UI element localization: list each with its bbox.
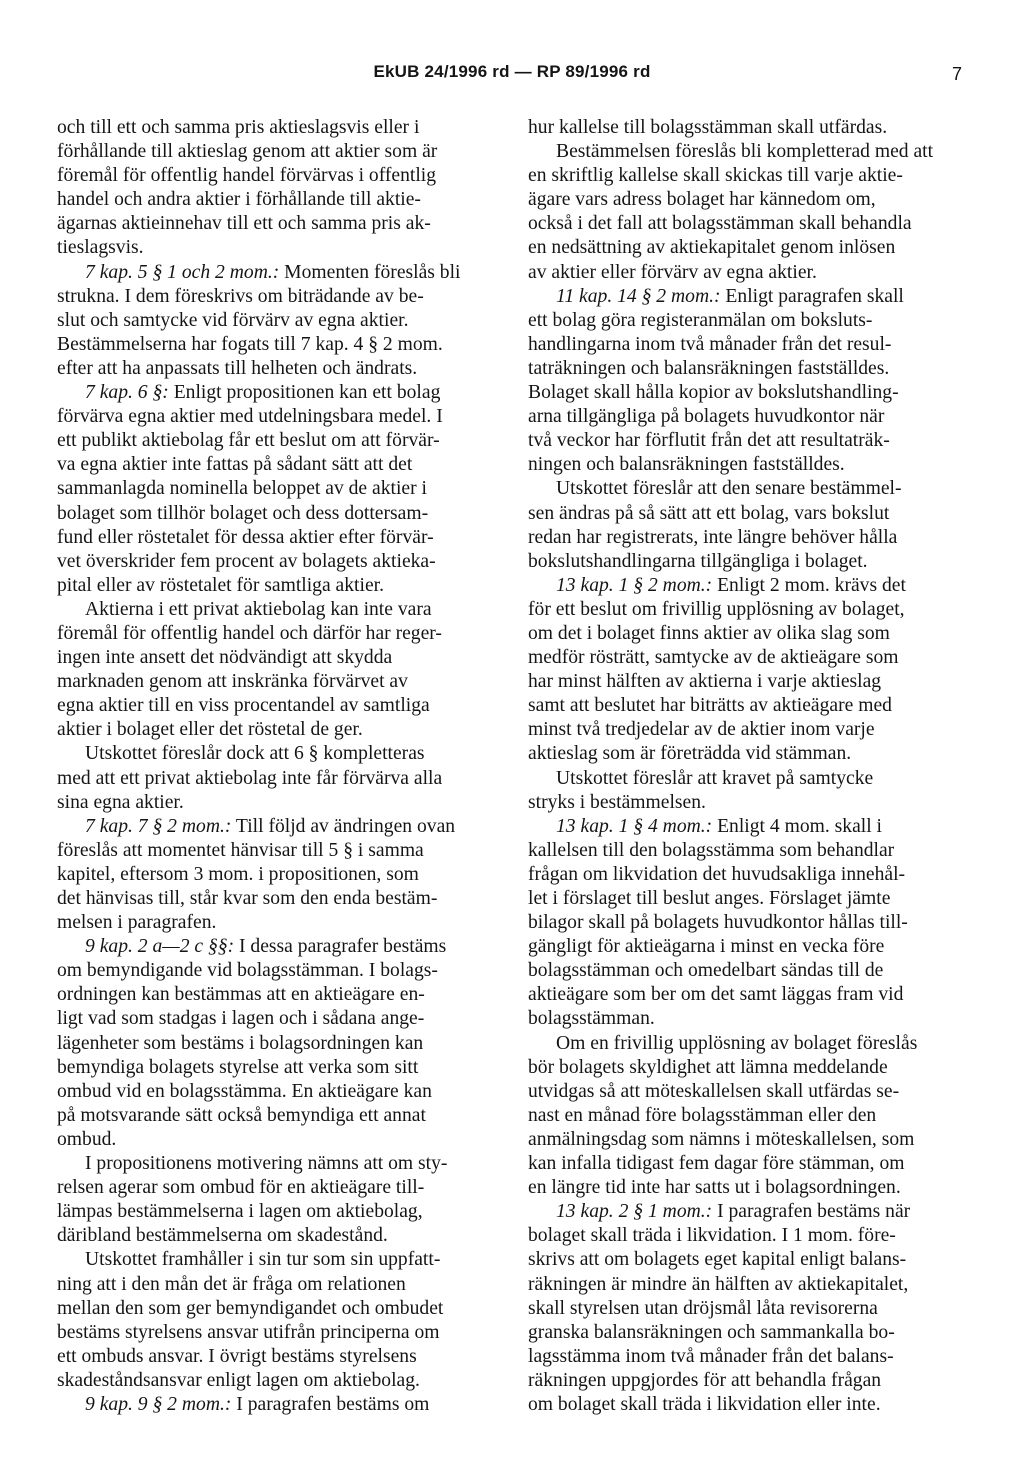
line-text: kan infalla tidigast fem dagar före stämman, om bbox=[528, 1153, 905, 1175]
section-reference: 11 kap. 14 § 2 mom.: bbox=[556, 285, 721, 307]
text-line bbox=[57, 983, 497, 1007]
line-text: bestäms styrelsens ansvar utifrån principerna om bbox=[57, 1321, 440, 1343]
line-text: bolaget skall träda i likvidation. I 1 mom. före- bbox=[528, 1225, 896, 1247]
line-text: slut och samtycke vid förvärv av egna aktier. bbox=[57, 309, 409, 331]
text-line bbox=[528, 935, 970, 959]
line-text: däribland bestämmelserna om skadestånd. bbox=[57, 1225, 388, 1247]
text-line bbox=[528, 767, 970, 791]
line-text: lägenheter som bestäms i bolagsordningen kan bbox=[57, 1032, 424, 1054]
text-line bbox=[57, 694, 497, 718]
text-line bbox=[528, 526, 970, 550]
text-line bbox=[528, 309, 970, 333]
line-text: aktieägare som ber om det samt läggas fram vid bbox=[528, 984, 904, 1006]
line-text: bolaget som tillhör bolaget och dess dottersam- bbox=[57, 502, 429, 524]
line-text: bilagor skall på bolagets huvudkontor hållas till- bbox=[528, 912, 908, 934]
text-line bbox=[57, 1007, 497, 1031]
line-text: skall styrelsen utan dröjsmål låta revisorerna bbox=[528, 1297, 878, 1319]
line-text: på motsvarande sätt också bemyndiga ett annat bbox=[57, 1104, 426, 1126]
text-line bbox=[528, 550, 970, 574]
line-text: lagsstämma inom två månader från det balans- bbox=[528, 1345, 894, 1367]
text-line bbox=[57, 1321, 497, 1345]
text-line bbox=[528, 1248, 970, 1272]
text-line bbox=[57, 1104, 497, 1128]
line-text: Bestämmelserna har fogats till 7 kap. 4 § 2 mom. bbox=[57, 333, 443, 355]
line-text: handlingarna inom två månader från det resul- bbox=[528, 333, 892, 355]
line-text: skrivs att om bolagets eget kapital enligt balans- bbox=[528, 1249, 907, 1271]
text-line bbox=[528, 694, 970, 718]
text-line bbox=[57, 212, 497, 236]
text-line bbox=[57, 357, 497, 381]
text-line bbox=[528, 911, 970, 935]
text-line bbox=[57, 1369, 497, 1393]
line-text: en längre tid inte har satts ut i bolagsordningen. bbox=[528, 1177, 901, 1199]
line-text: av aktier eller förvärv av egna aktier. bbox=[528, 261, 817, 283]
text-line bbox=[528, 1152, 970, 1176]
line-text: kallelsen till den bolagsstämma som behandlar bbox=[528, 839, 895, 861]
right-text-column bbox=[528, 116, 970, 1417]
text-line bbox=[57, 1152, 497, 1176]
text-line bbox=[57, 815, 497, 839]
text-line bbox=[57, 405, 497, 429]
line-text: skadeståndsansvar enligt lagen om aktiebolag. bbox=[57, 1369, 420, 1391]
text-line bbox=[528, 405, 970, 429]
text-line bbox=[57, 1032, 497, 1056]
line-text: tieslagsvis. bbox=[57, 237, 144, 259]
text-line bbox=[57, 261, 497, 285]
section-reference: 7 kap. 7 § 2 mom.: bbox=[85, 815, 232, 837]
line-text: ning att i den mån det är fråga om relationen bbox=[57, 1273, 406, 1295]
line-text: Om en frivillig upplösning av bolaget föreslås bbox=[556, 1032, 918, 1054]
text-line bbox=[57, 791, 497, 815]
text-line bbox=[57, 285, 497, 309]
text-line bbox=[528, 357, 970, 381]
section-reference: 9 kap. 9 § 2 mom.: bbox=[85, 1393, 232, 1415]
text-line bbox=[57, 477, 497, 501]
text-line bbox=[528, 598, 970, 622]
text-line bbox=[528, 646, 970, 670]
line-text: bokslutshandlingarna tillgängliga i bolaget. bbox=[528, 550, 868, 572]
text-line bbox=[57, 188, 497, 212]
line-text: ett publikt aktiebolag får ett beslut om att förvär- bbox=[57, 430, 440, 452]
line-text: också i det fall att bolagsstämman skall behandla bbox=[528, 213, 912, 235]
text-line bbox=[528, 574, 970, 598]
line-text: Utskottet framhåller i sin tur som sin uppfatt- bbox=[85, 1249, 441, 1271]
line-text: en skriftlig kallelse skall skickas till varje aktie- bbox=[528, 165, 903, 187]
text-line bbox=[528, 164, 970, 188]
text-line bbox=[57, 1224, 497, 1248]
text-line bbox=[57, 718, 497, 742]
line-text: Enligt propositionen kan ett bolag bbox=[168, 382, 441, 404]
text-line bbox=[528, 1032, 970, 1056]
text-line bbox=[57, 1297, 497, 1321]
line-text: förhållande till aktieslag genom att aktier som är bbox=[57, 141, 438, 163]
text-line bbox=[57, 935, 497, 959]
line-text: ett bolag göra registeranmälan om boksluts- bbox=[528, 309, 873, 331]
running-header: EkUB 24/1996 rd — RP 89/1996 rd bbox=[373, 62, 651, 81]
text-line bbox=[57, 646, 497, 670]
text-line bbox=[528, 1128, 970, 1152]
text-line bbox=[57, 333, 497, 357]
text-line bbox=[528, 1176, 970, 1200]
line-text: Till följd av ändringen ovan bbox=[231, 815, 456, 837]
line-text: med att ett privat aktiebolag inte får förvärva alla bbox=[57, 767, 443, 789]
line-text: nast en månad före bolagsstämman eller den bbox=[528, 1104, 877, 1126]
line-text: bemyndiga bolagets styrelse att verka som sitt bbox=[57, 1056, 419, 1078]
line-text: efter att ha anpassats till helheten och ändrats. bbox=[57, 357, 418, 379]
text-line bbox=[528, 1273, 970, 1297]
line-text: sina egna aktier. bbox=[57, 791, 184, 813]
line-text: räkningen är mindre än hälften av aktiekapitalet, bbox=[528, 1273, 909, 1295]
section-reference: 13 kap. 2 § 1 mom.: bbox=[556, 1201, 713, 1223]
text-line bbox=[528, 983, 970, 1007]
line-text: om bemyndigande vid bolagsstämman. I bolags- bbox=[57, 960, 438, 982]
text-line bbox=[57, 742, 497, 766]
line-text: Utskottet föreslår att den senare bestämmel- bbox=[556, 478, 902, 500]
line-text: ägare vars adress bolaget har kännedom om, bbox=[528, 189, 876, 211]
line-text: hur kallelse till bolagsstämman skall utfärdas. bbox=[528, 117, 888, 138]
text-line bbox=[528, 1297, 970, 1321]
text-line bbox=[528, 718, 970, 742]
line-text: föremål för offentlig handel och därför har reger- bbox=[57, 622, 442, 644]
line-text: Bolaget skall hålla kopior av bokslutshandling- bbox=[528, 382, 899, 404]
line-text: ombud. bbox=[57, 1128, 117, 1150]
text-line bbox=[57, 502, 497, 526]
text-line bbox=[528, 959, 970, 983]
text-line bbox=[57, 863, 497, 887]
text-line bbox=[528, 670, 970, 694]
text-line bbox=[528, 477, 970, 501]
line-text: förvärva egna aktier med utdelningsbara medel. I bbox=[57, 406, 443, 428]
text-line bbox=[57, 1273, 497, 1297]
line-text: mellan den som ger bemyndigandet och ombudet bbox=[57, 1297, 444, 1319]
text-line bbox=[57, 164, 497, 188]
line-text: bolagsstämman och omedelbart sändas till de bbox=[528, 960, 884, 982]
text-line bbox=[57, 526, 497, 550]
line-text: medför rösträtt, samtycke av de aktieägare som bbox=[528, 647, 899, 669]
text-line bbox=[57, 1345, 497, 1369]
text-line bbox=[528, 1369, 970, 1393]
text-line bbox=[57, 1056, 497, 1080]
line-text: granska balansräkningen och sammankalla bo- bbox=[528, 1321, 895, 1343]
text-line bbox=[57, 887, 497, 911]
text-line bbox=[528, 887, 970, 911]
text-line bbox=[57, 1128, 497, 1152]
text-line bbox=[528, 212, 970, 236]
text-line bbox=[528, 839, 970, 863]
line-text: om det i bolaget finns aktier av olika slag som bbox=[528, 622, 890, 644]
line-text: för ett beslut om frivillig upplösning av bolaget, bbox=[528, 598, 905, 620]
line-text: ägarnas aktieinnehav till ett och samma pris ak- bbox=[57, 213, 431, 235]
text-line bbox=[528, 1104, 970, 1128]
line-text: fund eller röstetalet för dessa aktier efter förvär- bbox=[57, 526, 434, 548]
page-number: 7 bbox=[952, 64, 963, 84]
text-line bbox=[528, 261, 970, 285]
line-text: ingen inte ansett det nödvändigt att skydda bbox=[57, 647, 393, 669]
text-line bbox=[57, 309, 497, 333]
line-text: anmälningsdag som nämns i möteskallelsen, som bbox=[528, 1128, 915, 1150]
text-line bbox=[528, 381, 970, 405]
text-line bbox=[57, 236, 497, 260]
line-text: Utskottet föreslår att kravet på samtycke bbox=[556, 767, 874, 789]
line-text: ombud vid en bolagsstämma. En aktieägare kan bbox=[57, 1080, 432, 1102]
text-line bbox=[57, 550, 497, 574]
text-line bbox=[57, 767, 497, 791]
line-text: har minst hälften av aktierna i varje aktieslag bbox=[528, 671, 882, 693]
page-header bbox=[0, 62, 1024, 92]
line-text: arna tillgängliga på bolagets huvudkontor när bbox=[528, 406, 885, 428]
line-text: ordningen kan bestämmas att en aktieägare en- bbox=[57, 984, 425, 1006]
text-line bbox=[57, 381, 497, 405]
line-text: utvidgas så att möteskallelsen skall utfärdas se- bbox=[528, 1080, 900, 1102]
line-text: föreslås att momentet hänvisar till 5 § i samma bbox=[57, 839, 424, 861]
line-text: föremål för offentlig handel förvärvas i offentlig bbox=[57, 165, 437, 187]
line-text: pital eller av röstetalet för samtliga aktier. bbox=[57, 574, 384, 596]
text-line bbox=[528, 815, 970, 839]
line-text: strukna. I dem föreskrivs om biträdande av be- bbox=[57, 285, 424, 307]
line-text: va egna aktier inte fattas på sådant sätt att det bbox=[57, 454, 413, 476]
line-text: sammanlagda nominella beloppet av de aktier i bbox=[57, 478, 427, 500]
text-line bbox=[57, 1080, 497, 1104]
text-line bbox=[57, 598, 497, 622]
line-text: en nedsättning av aktiekapitalet genom inlösen bbox=[528, 237, 896, 259]
line-text: Enligt paragrafen skall bbox=[720, 285, 904, 307]
line-text: relsen agerar som ombud för en aktieägare till- bbox=[57, 1177, 425, 1199]
line-text: Bestämmelsen föreslås bli kompletterad med att bbox=[556, 141, 934, 163]
line-text: och till ett och samma pris aktieslagsvis eller i bbox=[57, 117, 420, 138]
line-text: handel och andra aktier i förhållande till aktie- bbox=[57, 189, 421, 211]
line-text: redan har registrerats, inte längre behöver hålla bbox=[528, 526, 898, 548]
text-line bbox=[57, 911, 497, 935]
text-line bbox=[528, 1224, 970, 1248]
line-text: lämpas bestämmelserna i lagen om aktiebolag, bbox=[57, 1201, 423, 1223]
text-line bbox=[528, 1200, 970, 1224]
text-line bbox=[528, 502, 970, 526]
line-text: I paragrafen bestäms när bbox=[712, 1201, 911, 1223]
text-line bbox=[528, 1056, 970, 1080]
line-text: gängligt för aktieägarna i minst en vecka före bbox=[528, 936, 885, 958]
line-text: Utskottet föreslår dock att 6 § kompletteras bbox=[85, 743, 425, 765]
text-line bbox=[528, 116, 970, 140]
line-text: Enligt 4 mom. skall i bbox=[712, 815, 882, 837]
section-reference: 9 kap. 2 a—2 c §§: bbox=[85, 936, 235, 958]
line-text: räkningen uppgjordes för att behandla frågan bbox=[528, 1369, 882, 1391]
line-text: frågan om likvidation det huvudsakliga innehål- bbox=[528, 863, 906, 885]
line-text: taträkningen och balansräkningen fastställdes. bbox=[528, 357, 890, 379]
line-text: Momenten föreslås bli bbox=[279, 261, 461, 283]
text-line bbox=[57, 429, 497, 453]
line-text: två veckor har förflutit från det att resultaträk- bbox=[528, 430, 890, 452]
text-line bbox=[528, 1080, 970, 1104]
line-text: aktieslag som är företrädda vid stämman. bbox=[528, 743, 852, 765]
line-text: ningen och balansräkningen fastställdes. bbox=[528, 454, 845, 476]
text-line bbox=[528, 742, 970, 766]
text-line bbox=[528, 453, 970, 477]
text-line bbox=[528, 791, 970, 815]
line-text: I dessa paragrafer bestäms bbox=[234, 936, 447, 958]
line-text: egna aktier till en viss procentandel av samtliga bbox=[57, 695, 430, 717]
line-text: sen ändras på så sätt att ett bolag, vars bokslut bbox=[528, 502, 890, 524]
text-line bbox=[528, 1345, 970, 1369]
line-text: aktier i bolaget eller det röstetal de ger. bbox=[57, 719, 363, 741]
line-text: kapitel, eftersom 3 mom. i propositionen, som bbox=[57, 863, 419, 885]
text-line bbox=[57, 574, 497, 598]
section-reference: 7 kap. 6 §: bbox=[85, 382, 169, 404]
line-text: minst två tredjedelar av de aktier inom varje bbox=[528, 719, 875, 741]
line-text: om bolaget skall träda i likvidation eller inte. bbox=[528, 1393, 881, 1415]
section-reference: 13 kap. 1 § 2 mom.: bbox=[556, 574, 713, 596]
section-reference: 7 kap. 5 § 1 och 2 mom.: bbox=[85, 261, 280, 283]
line-text: ligt vad som stadgas i lagen och i sådana ange- bbox=[57, 1008, 425, 1030]
text-line bbox=[528, 140, 970, 164]
text-line bbox=[57, 1248, 497, 1272]
text-line bbox=[528, 1007, 970, 1031]
text-line bbox=[57, 959, 497, 983]
text-line bbox=[57, 116, 497, 140]
line-text: let i förslaget till beslut anges. Förslaget jämte bbox=[528, 888, 891, 909]
text-line bbox=[528, 622, 970, 646]
section-reference: 13 kap. 1 § 4 mom.: bbox=[556, 815, 713, 837]
text-line bbox=[528, 333, 970, 357]
text-line bbox=[57, 453, 497, 477]
line-text: bolagsstämman. bbox=[528, 1008, 655, 1030]
text-line bbox=[528, 863, 970, 887]
text-line bbox=[528, 188, 970, 212]
line-text: I propositionens motivering nämns att om sty- bbox=[85, 1153, 448, 1175]
text-line bbox=[528, 1321, 970, 1345]
line-text: melsen i paragrafen. bbox=[57, 912, 217, 934]
text-line bbox=[57, 622, 497, 646]
line-text: marknaden genom att inskränka förvärvet av bbox=[57, 671, 408, 693]
text-line bbox=[57, 1176, 497, 1200]
line-text: ett ombuds ansvar. I övrigt bestäms styrelsens bbox=[57, 1345, 417, 1367]
line-text: det hänvisas till, står kvar som den enda bestäm- bbox=[57, 888, 438, 909]
line-text: vet överskrider fem procent av bolagets aktieka- bbox=[57, 550, 436, 572]
line-text: bör bolagets skyldighet att lämna meddelande bbox=[528, 1056, 888, 1078]
line-text: I paragrafen bestäms om bbox=[231, 1393, 430, 1415]
text-line bbox=[57, 140, 497, 164]
line-text: Aktierna i ett privat aktiebolag kan inte vara bbox=[85, 598, 432, 620]
text-line bbox=[57, 670, 497, 694]
text-line bbox=[57, 1200, 497, 1224]
line-text: Enligt 2 mom. krävs det bbox=[712, 574, 906, 596]
left-text-column bbox=[57, 116, 497, 1417]
text-line bbox=[57, 839, 497, 863]
text-line bbox=[528, 236, 970, 260]
text-line bbox=[528, 1393, 970, 1417]
line-text: samt att beslutet har biträtts av aktieägare med bbox=[528, 695, 892, 717]
text-line bbox=[57, 1393, 497, 1417]
text-line bbox=[528, 285, 970, 309]
text-line bbox=[528, 429, 970, 453]
line-text: stryks i bestämmelsen. bbox=[528, 791, 706, 813]
